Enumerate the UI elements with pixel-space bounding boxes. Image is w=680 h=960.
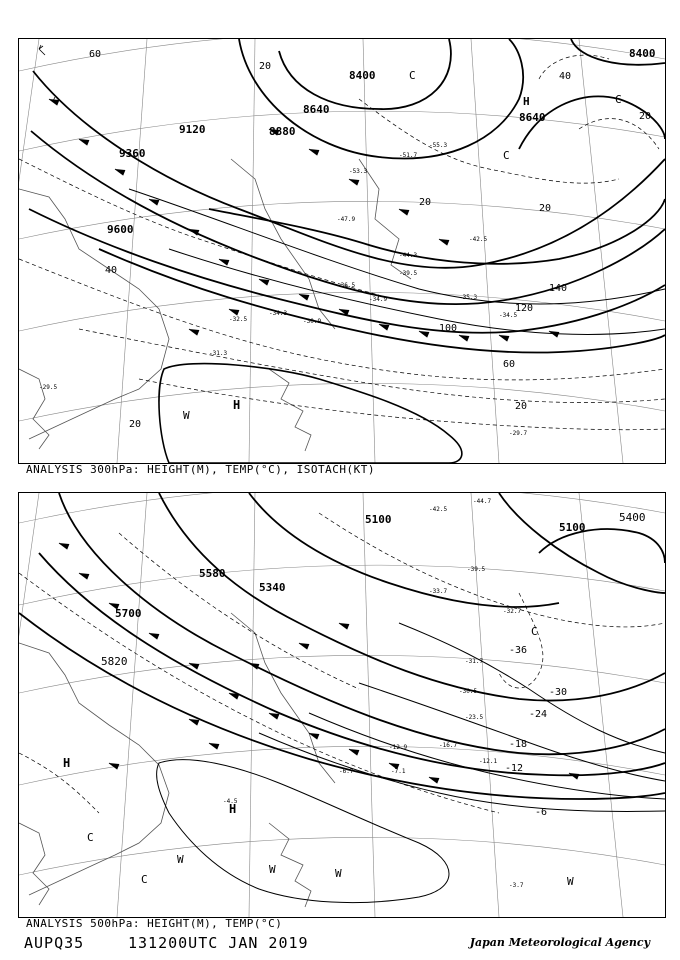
height-contours [19, 493, 665, 799]
pressure-centers [183, 69, 622, 422]
height-label: 9120 [179, 123, 206, 136]
isotach-label: 40 [105, 265, 118, 276]
height-label: 5100 [365, 513, 392, 526]
caption-500hpa: ANALYSIS 500hPa: HEIGHT(M), TEMP(°C) [26, 917, 283, 930]
isotach-label: 20 [419, 197, 432, 208]
temp-label: -42.5 [429, 506, 448, 513]
temp-label: -34.9 [369, 296, 388, 303]
temp-label: -44.3 [399, 252, 418, 259]
height-label: 9360 [119, 147, 146, 160]
center-label: C [503, 149, 510, 162]
height-label: 8640 [303, 103, 330, 116]
height-label: 9600 [107, 223, 134, 236]
temp-label: -6.7 [339, 768, 354, 775]
isotach-label: 20 [515, 401, 528, 412]
center-label: W [335, 867, 342, 880]
temp-label: -30.9 [303, 318, 322, 325]
center-label: W [269, 863, 276, 876]
isotherm-labels [505, 645, 567, 818]
height-label: 8640 [519, 111, 546, 124]
isotherm-label: -24 [529, 709, 548, 720]
warm-area-contour [157, 760, 449, 903]
temp-labels [39, 142, 527, 437]
isotach-label: 20 [639, 111, 652, 122]
temp-label: -35.3 [459, 294, 478, 301]
height-label: 5340 [259, 581, 286, 594]
center-label: W [183, 409, 190, 422]
temp-label: -39.5 [399, 270, 418, 277]
center-label: H [229, 802, 237, 816]
center-label: W [567, 875, 574, 888]
temp-label: -29.7 [509, 430, 528, 437]
temp-label: -12.1 [479, 758, 498, 765]
temp-label: -31.3 [209, 350, 228, 357]
coastline [19, 159, 411, 451]
isotach-label: 140 [549, 283, 568, 294]
height-label: 8400 [349, 69, 376, 82]
chart-500hpa [18, 492, 666, 918]
center-label: H [523, 95, 530, 108]
temp-label: -32.5 [229, 316, 248, 323]
product-code: AUPQ35 [24, 934, 85, 952]
chart-300hpa-map [19, 39, 665, 463]
temp-label: -32.7 [503, 608, 522, 615]
temp-label: -34.5 [499, 312, 518, 319]
center-label: C [531, 625, 538, 638]
temp-label: -51.7 [399, 152, 418, 159]
isotherm-label: -36 [509, 645, 528, 656]
temp-label: -55.3 [429, 142, 448, 149]
temp-label: -36.5 [337, 282, 356, 289]
isotach-label: 120 [515, 303, 534, 314]
thin-isotherms [259, 623, 665, 811]
isotach-label: 100 [439, 323, 458, 334]
isotherm-label: -6 [535, 807, 548, 818]
temp-label: -29.5 [39, 384, 58, 391]
temp-label: -7.1 [391, 768, 406, 775]
center-label: C [615, 93, 622, 106]
temp-label: -33.7 [429, 588, 448, 595]
temp-label: -31.7 [465, 658, 484, 665]
height-labels [101, 511, 646, 668]
temp-label: -42.5 [469, 236, 488, 243]
height-label: 5700 [115, 607, 142, 620]
center-label: C [409, 69, 416, 82]
analysis-time: 131200UTC JAN 2019 [128, 934, 309, 952]
temp-label: -4.5 [223, 798, 238, 805]
center-label: H [63, 756, 71, 770]
isotherm-label: -18 [509, 739, 528, 750]
temp-label: -39.5 [467, 566, 486, 573]
jet-contours [129, 189, 665, 334]
height-label: 5400 [619, 511, 646, 524]
temp-label: -47.9 [337, 216, 356, 223]
temp-labels [223, 498, 524, 889]
height-labels [107, 47, 656, 236]
temp-label: -23.5 [465, 714, 484, 721]
isotach-label: 40 [559, 71, 572, 82]
high-pressure-contour [159, 364, 462, 463]
caption-300hpa: ANALYSIS 300hPa: HEIGHT(M), TEMP(°C), ISOTACH(KT) [26, 463, 376, 476]
center-label: H [233, 398, 241, 412]
temp-label: -44.7 [473, 498, 492, 505]
height-label: 8400 [629, 47, 656, 60]
isotherm-label: -12 [505, 763, 524, 774]
agency-name: Japan Meteorological Agency [469, 936, 650, 949]
center-label: C [87, 831, 94, 844]
temp-label: -3.7 [509, 882, 524, 889]
height-label: 5100 [559, 521, 586, 534]
center-label: W [177, 853, 184, 866]
chart-500hpa-map [19, 493, 665, 917]
temp-label: -30.5 [459, 688, 478, 695]
isotherm-label: -30 [549, 687, 568, 698]
height-label: 5820 [101, 655, 128, 668]
height-label: 8880 [269, 125, 296, 138]
isotach-label: 60 [503, 359, 516, 370]
temp-label: -16.7 [439, 742, 458, 749]
isotach-labels [89, 49, 651, 430]
center-label: C [141, 873, 148, 886]
isotach-label: 20 [259, 61, 272, 72]
temp-label: -12.9 [389, 744, 408, 751]
temp-label: -34.3 [269, 310, 288, 317]
isotach-label: 20 [129, 419, 142, 430]
temp-label: -53.3 [349, 168, 368, 175]
isotach-label: 60 [89, 49, 102, 60]
chart-300hpa [18, 38, 666, 464]
height-label: 5580 [199, 567, 226, 580]
isotach-label: 20 [539, 203, 552, 214]
